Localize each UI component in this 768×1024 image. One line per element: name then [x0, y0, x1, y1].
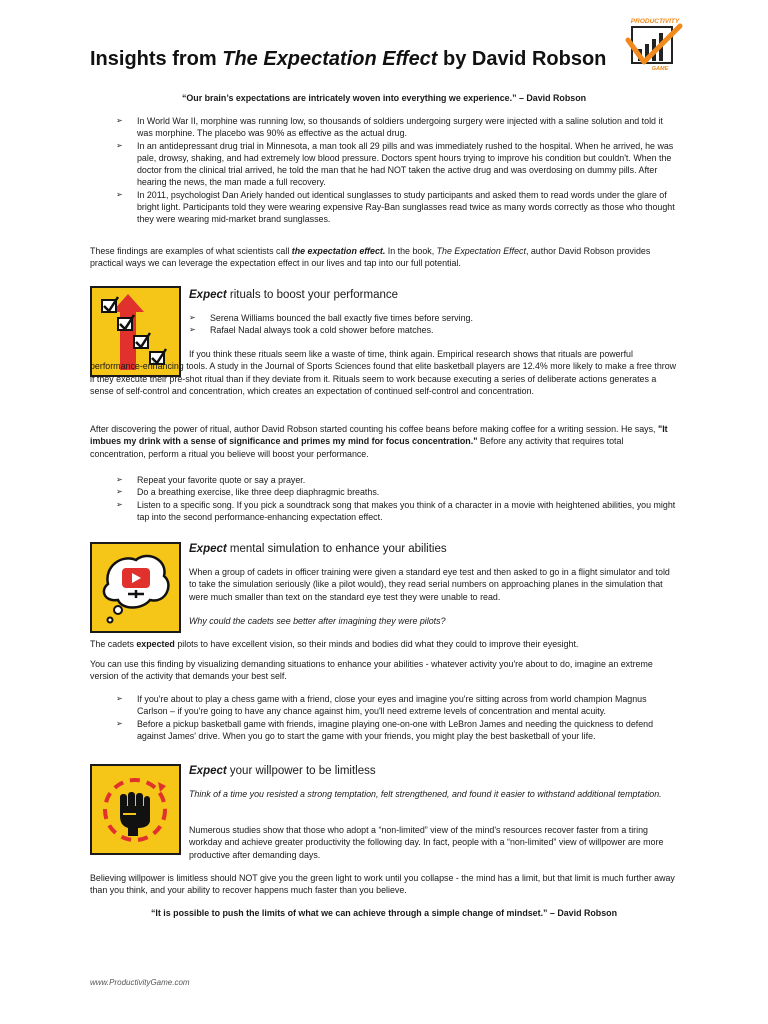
mental-simulation-icon	[90, 542, 181, 633]
list-item: ➢ Repeat your favorite quote or say a prayer.	[116, 475, 306, 485]
willpower-studies-paragraph: Numerous studies show that those who adopt a “non-limited” view of the mind's resources recover faster from a tiring workday and achieve greater productivity the following day. In fact, people with a “non-limited” view of willpower are more productive after demanding days.	[189, 825, 664, 860]
simulation-visualizing-paragraph: You can use this finding by visualizing demanding situations to enhance your abilities - whatever activity you're about to do, imagine an extreme version of the activity that demands your best self.	[90, 659, 653, 682]
arrow-bullet-icon: ➢	[116, 694, 123, 703]
simulation-cadet-paragraph: When a group of cadets in officer training were given a standard eye test and then asked to go in a flight simulator and told to take the simulation seriously (like a pilot would), they read serial numbers on approaching planes in the simulation that were much smaller than text on the standard eye test they were unable to read.	[189, 567, 670, 602]
rituals-research-paragraph: If you think these rituals seem like a waste of time, think again. Empirical research shows that rituals are powerful performance-enhancing tools. A study in the Journal of Sports Sciences found that elite basketball players are 12.4% more likely to make a free throw if they execute their pre-shot ritual than if they deviate from it. Rituals seem to work because executing a series of deliberate actions generates a sense of self-control and concentration, which creates an expectation of continued self-control and concentration.	[90, 349, 677, 396]
list-item: ➢ Before a pickup basketball game with friends, imagine playing one-on-one with LeBron James and needing the quickness to defend against James' drive. When you go to start the game with your friends, you might play the best basketball of your life.	[116, 718, 654, 741]
simulation-example-list	[116, 693, 676, 742]
simulation-question: Why could the cadets see better after imagining they were pilots?	[189, 616, 446, 626]
arrow-bullet-icon: ➢	[189, 325, 196, 335]
list-item: ➢ In World War II, morphine was running low, so thousands of soldiers undergoing surgery were injected with a saline solution and told it was morphine. The placebo was 90% as effective as the actual drug.	[116, 116, 663, 139]
logo-text-top: PRODUCTIVITY	[630, 18, 680, 25]
section-heading-rituals: Expect rituals to boost your performance	[189, 289, 399, 301]
rituals-coffee-paragraph: After discovering the power of ritual, author David Robson started counting his coffee beans before making coffee for a writing session. He says, "It imbues my drink with a sense of significance and primes my mind for focus concentration." Before any activity that requires total concentration, perform a ritual you believe will boost your performance.	[90, 424, 668, 459]
list-item: ➢ In 2011, psychologist Dan Ariely handed out identical sunglasses to study participants and asked them to read words under the glare of bright light. Participants told they were wearing expensive Ray-Ban sunglasses read twice as many words correctly as those who thought they were wearing mid-market brand sunglasses.	[116, 189, 675, 225]
section-heading-simulation: Expect mental simulation to enhance your abilities	[189, 543, 447, 555]
arrow-bullet-icon: ➢	[116, 499, 123, 509]
arrow-bullet-icon: ➢	[116, 718, 123, 728]
willpower-limit-paragraph: Believing willpower is limitless should NOT give you the green light to work until you collapse - the mind has a limit, but that limit is much further away than you think, and your ability to recover happens much faster than you believe.	[90, 873, 675, 896]
arrow-bullet-icon: ➢	[116, 475, 123, 484]
footer-website-link[interactable]: www.ProductivityGame.com	[90, 978, 190, 987]
list-item: ➢ Rafael Nadal always took a cold shower before matches.	[189, 325, 434, 336]
list-item: ➢ Do a breathing exercise, like three deep diaphragmic breaths.	[116, 487, 380, 498]
page-title: Insights from The Expectation Effect by David Robson	[90, 48, 607, 70]
willpower-fist-icon	[90, 764, 181, 855]
list-item: ➢ Serena Williams bounced the ball exactly five times before serving.	[189, 313, 473, 323]
list-item: ➢ If you're about to play a chess game with a friend, close your eyes and imagine you're sitting across from world champion Magnus Carlson – if you're going to have any chance against him, you'll need extreme levels of concentration and mental acuity.	[116, 694, 647, 717]
arrow-bullet-icon: ➢	[116, 140, 123, 150]
list-item: ➢ Listen to a specific song. If you pick a soundtrack song that makes you think of a character in a movie with heightened abilities, you might tap into the second performance-enhancing expectation effect.	[116, 499, 676, 522]
willpower-temptation-prompt: Think of a time you resisted a strong temptation, felt strengthened, and found it easier to withstand additional temptation.	[189, 789, 662, 799]
intro-bullet-list	[116, 115, 676, 226]
logo-text-bottom: GAME	[651, 66, 669, 72]
rituals-athlete-list	[189, 312, 669, 337]
section-heading-willpower: Expect your willpower to be limitless	[189, 765, 376, 777]
closing-quote: “It is possible to push the limits of what we can achieve through a simple change of mindset.” – David Robson	[150, 908, 617, 918]
productivity-game-logo	[624, 16, 686, 72]
intro-summary: These findings are examples of what scientists call the expectation effect. In the book, The Expectation Effect, author David Robson provides practical ways we can leverage the expectation effect in our lives and tap into our full potential.	[90, 246, 651, 269]
simulation-cadets-expected: The cadets expected pilots to have excellent vision, so their minds and bodies did what they could to improve their eyesight.	[90, 639, 579, 649]
arrow-bullet-icon: ➢	[116, 116, 123, 125]
rituals-suggestion-list	[116, 474, 676, 523]
intro-quote: “Our brain’s expectations are intricately woven into everything we experience.” – David Robson	[181, 93, 587, 103]
list-item: ➢ In an antidepressant drug trial in Minnesota, a man took all 29 pills and was immediately rushed to the hospital. When he arrived, he was pale, drowsy, shaking, and had extremely low blood pressure. Doctors spent hours trying to improve his condition but couldn't. When the doctor from the clinical trial arrived, he told the man that he had NOT taken the active drug and was overdosing on dummy pills. After hearing the news, the man made a full recovery.	[116, 140, 674, 188]
arrow-bullet-icon: ➢	[116, 487, 123, 497]
arrow-bullet-icon: ➢	[189, 313, 196, 322]
arrow-bullet-icon: ➢	[116, 189, 123, 199]
